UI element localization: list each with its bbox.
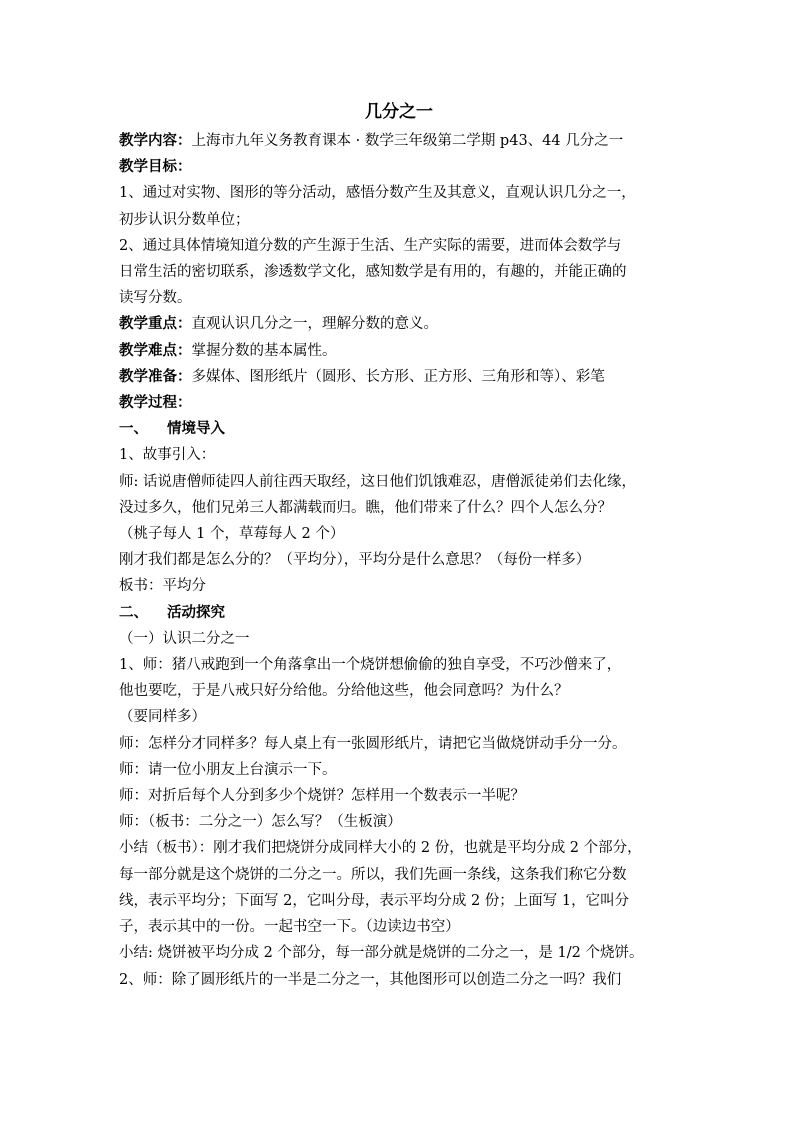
labeled-line <box>119 364 679 390</box>
line-label: 教学目标： <box>119 158 192 176</box>
text-line <box>119 835 679 861</box>
line-text: 小结（板书）：刚才我们把烧饼分成同样大小的 2 份，也就是平均分成 2 个部分， <box>119 840 642 857</box>
section-number: 一、 <box>119 420 148 438</box>
text-line <box>119 914 679 940</box>
line-text: 小结: 烧饼被平均分成 2 个部分，每一部分就是烧饼的二分之一，是 1/2 个烧饼。 <box>119 945 644 962</box>
line-text: 日常生活的密切联系，渗透数学文化，感知数学是有用的，有趣的，并能正确的 <box>119 264 627 281</box>
text-line <box>119 547 679 573</box>
text-line <box>119 626 679 652</box>
text-line <box>119 967 679 993</box>
text-line <box>119 783 679 809</box>
text-line <box>119 495 679 521</box>
text-line <box>119 442 679 468</box>
labeled-line <box>119 311 679 337</box>
text-line <box>119 180 679 206</box>
line-text: （一）认识二分之一 <box>119 630 250 647</box>
line-text: 刚才我们都是怎么分的？（平均分），平均分是什么意思？（每份一样多） <box>119 552 591 569</box>
line-label: 教学准备： <box>119 367 192 385</box>
labeled-line <box>119 154 679 180</box>
line-text: 师：对折后每个人分到多少个烧饼？怎样用一个数表示一半呢？ <box>119 788 525 805</box>
line-text: 1、通过对实物、图形的等分活动，感悟分数产生及其意义，直观认识几分之一， <box>119 185 636 202</box>
line-text: （要同样多） <box>119 709 206 726</box>
line-text: 师：请一位小朋友上台演示一下。 <box>119 761 337 778</box>
line-text: 他也要吃，于是八戒只好分给他。分给他这些，他会同意吗？为什么？ <box>119 683 569 700</box>
line-text: （桃子每人 1 个，草莓每人 2 个） <box>119 526 345 543</box>
text-line <box>119 652 679 678</box>
line-text: 师：（板书：二分之一）怎么写？（生板演） <box>119 814 402 831</box>
text-line <box>119 888 679 914</box>
section-heading <box>119 416 679 442</box>
line-label: 教学过程： <box>119 394 192 412</box>
line-label: 教学重点： <box>119 315 192 333</box>
line-text: 子，表示其中的一份。一起书空一下。（边读边书空） <box>119 919 460 936</box>
line-label: 教学难点： <box>119 341 192 359</box>
line-text: 1、故事引入： <box>119 447 216 464</box>
line-text: 线，表示平均分；下面写 2，它叫分母，表示平均分成 2 份；上面写 1，它叫分 <box>119 892 630 909</box>
line-text: 2、通过具体情境知道分数的产生源于生活、生产实际的需要，进而体会数学与 <box>119 237 622 254</box>
text-line <box>119 731 679 757</box>
text-line <box>119 233 679 259</box>
text-line <box>119 809 679 835</box>
document-title: 几分之一 <box>365 102 433 122</box>
text-line <box>119 704 679 730</box>
line-text: 师：怎样分才同样多？每人桌上有一张圆形纸片，请把它当做烧饼动手分一分。 <box>119 735 627 752</box>
text-line <box>119 469 679 495</box>
line-text: 每一部分就是这个烧饼的二分之一。所以，我们先画一条线，这条我们称它分数 <box>119 866 627 883</box>
document-page <box>119 100 679 993</box>
line-text: 没过多久，他们兄弟三人都满载而归。瞧，他们带来了什么？四个人怎么分？ <box>119 499 612 516</box>
text-line <box>119 862 679 888</box>
text-line <box>119 259 679 285</box>
line-text: 1、师：猪八戒跑到一个角落拿出一个烧饼想偷偷的独自享受，不巧沙僧来了， <box>119 657 622 674</box>
section-title: 活动探究 <box>167 603 225 621</box>
section-title: 情境导入 <box>167 420 225 438</box>
section-number: 二、 <box>119 603 148 621</box>
line-text: 初步认识分数单位； <box>119 211 250 228</box>
labeled-line <box>119 390 679 416</box>
line-label: 教学内容： <box>119 132 192 149</box>
line-text: 直观认识几分之一，理解分数的意义。 <box>191 316 438 333</box>
line-text: 多媒体、图形纸片（圆形、长方形、正方形、三角形和等）、彩笔 <box>191 368 605 385</box>
line-text: 板书：平均分 <box>119 578 206 595</box>
line-text: 师: 话说唐僧师徒四人前往西天取经，这日他们饥饿难忍，唐僧派徒弟们去化缘， <box>119 473 636 490</box>
text-line <box>119 678 679 704</box>
line-text: 读写分数。 <box>119 290 192 307</box>
text-line <box>119 285 679 311</box>
text-line <box>119 757 679 783</box>
labeled-line <box>119 338 679 364</box>
text-line <box>119 573 679 599</box>
line-text: 掌握分数的基本属性。 <box>191 342 337 359</box>
line-text: 上海市九年义务教育课本 · 数学三年级第二学期 p43、44 几分之一 <box>191 133 624 149</box>
line-text: 2、师：除了圆形纸片的一半是二分之一，其他图形可以创造二分之一吗？我们 <box>119 971 622 988</box>
text-line <box>119 207 679 233</box>
text-line <box>119 940 679 966</box>
section-heading <box>119 600 679 626</box>
labeled-line <box>119 128 679 154</box>
text-line <box>119 521 679 547</box>
document-body <box>119 128 679 993</box>
